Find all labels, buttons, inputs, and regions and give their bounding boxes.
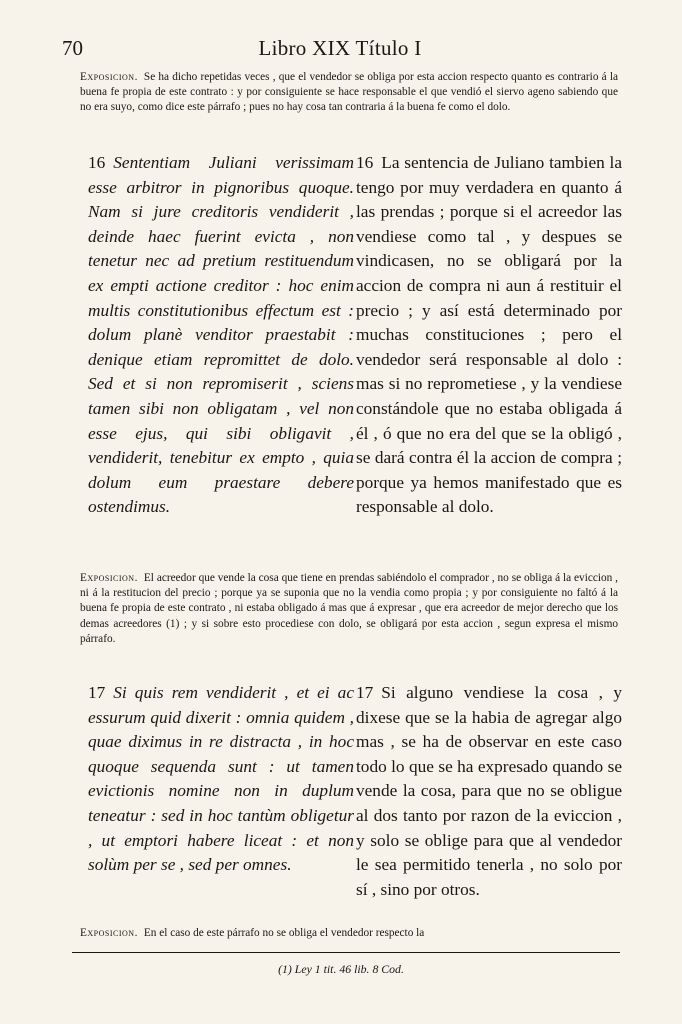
spanish-paragraph-17 bbox=[356, 681, 622, 902]
exposicion-label: Exposicion. bbox=[80, 927, 138, 939]
section-number: 16 bbox=[88, 153, 106, 172]
spanish-text: La sentencia de Juliano tambien la tengo por muy verdadera en quanto á las prendas ; porque si el acreedor las vendiese como tal , y despues se vindicasen, no se obligará por la accion de compra ni aun á restituir el precio ; y así está determinado por muchas constituciones ; pero el vendedor será responsable al dolo : mas si no reprometiese , y la vendiese constándole que no estaba obligada á él , ó que no era del que se la obligó , se dará contra él la accion de compra ; porque ya hemos manifestado que es responsable al dolo. bbox=[356, 153, 622, 517]
spanish-text: Si alguno vendiese la cosa , y dixese que se la habia de agregar algo mas , se ha de observar en este caso todo lo que se ha expresado quando se vende la cosa, para que no se obligue al dos tanto por razon de la eviccion , y solo se oblige para que al vendedor le sea permitido tenerla , no solo por sí , sino por otros. bbox=[356, 683, 622, 899]
running-title: Libro XIX Título I bbox=[258, 36, 422, 60]
latin-text: Sententiam Juliani verissimam esse arbitror in pignoribus quoque. Nam si jure creditoris vendiderit , deinde haec fuerint evicta , non tenetur nec ad pretium restituendum ex empti actione creditor : hoc enim multis constitutionibus effectum est : dolum planè venditor praestabit : denique etiam repromittet de dolo. Sed et si non repromiserit , sciens tamen sibi non obligatam , vel non esse ejus, qui sibi obligavit , vendiderit, tenebitur ex empto , quia dolum eum praestare debere ostendimus. bbox=[88, 153, 354, 517]
exposicion-commentary bbox=[80, 571, 618, 647]
exposicion-text: El acreedor que vende la cosa que tiene en prendas sabiéndolo el comprador , no se obliga á la eviccion , ni á la restitucion del precio ; porque ya se suponia que no la vendia como propia ; y por consiguiente no faltó á la buena fe propia de este contrato , ni estaba obligado á mas que á expresar , que era acreedor de mejor derecho que los demas acreedores (1) ; y si sobre esto procediese con dolo, se obligará por esta accion , segun expresa el mismo párrafo. bbox=[80, 572, 618, 645]
footnote: (1) Ley 1 tit. 46 lib. 8 Cod. bbox=[278, 962, 404, 976]
exposicion-commentary bbox=[80, 70, 618, 116]
page-header bbox=[62, 36, 618, 64]
exposicion-label: Exposicion. bbox=[80, 572, 138, 584]
latin-text: Si quis rem vendiderit , et ei ac essurum quid dixerit : omnia quidem , quae diximus in re distracta , in hoc quoque sequenda sunt : ut tamen evictionis nomine non in duplum teneatur : sed in hoc tantùm obligetur , ut emptori habere liceat : et non solùm per se , sed per omnes. bbox=[88, 683, 354, 875]
exposicion-label: Exposicion. bbox=[80, 71, 138, 83]
section-number: 17 bbox=[356, 683, 374, 702]
section-number: 17 bbox=[88, 683, 106, 702]
spanish-paragraph-16 bbox=[356, 151, 622, 520]
exposicion-commentary bbox=[80, 926, 618, 941]
page-number: 70 bbox=[62, 36, 83, 60]
section-number: 16 bbox=[356, 153, 374, 172]
latin-paragraph-16 bbox=[88, 151, 354, 520]
exposicion-text: Se ha dicho repetidas veces , que el vendedor se obliga por esta accion respecto quanto es contrario á la buena fe propia de este contrato : y por consiguiente se hace responsable el que vendió el siervo ageno sabiendo que no era suyo, como dice este párrafo ; pues no hay cosa tan contraria á la buena fe como el dolo. bbox=[80, 71, 618, 114]
footnote-divider bbox=[72, 952, 620, 953]
latin-paragraph-17 bbox=[88, 681, 354, 878]
exposicion-text: En el caso de este párrafo no se obliga el vendedor respecto la bbox=[143, 927, 425, 939]
